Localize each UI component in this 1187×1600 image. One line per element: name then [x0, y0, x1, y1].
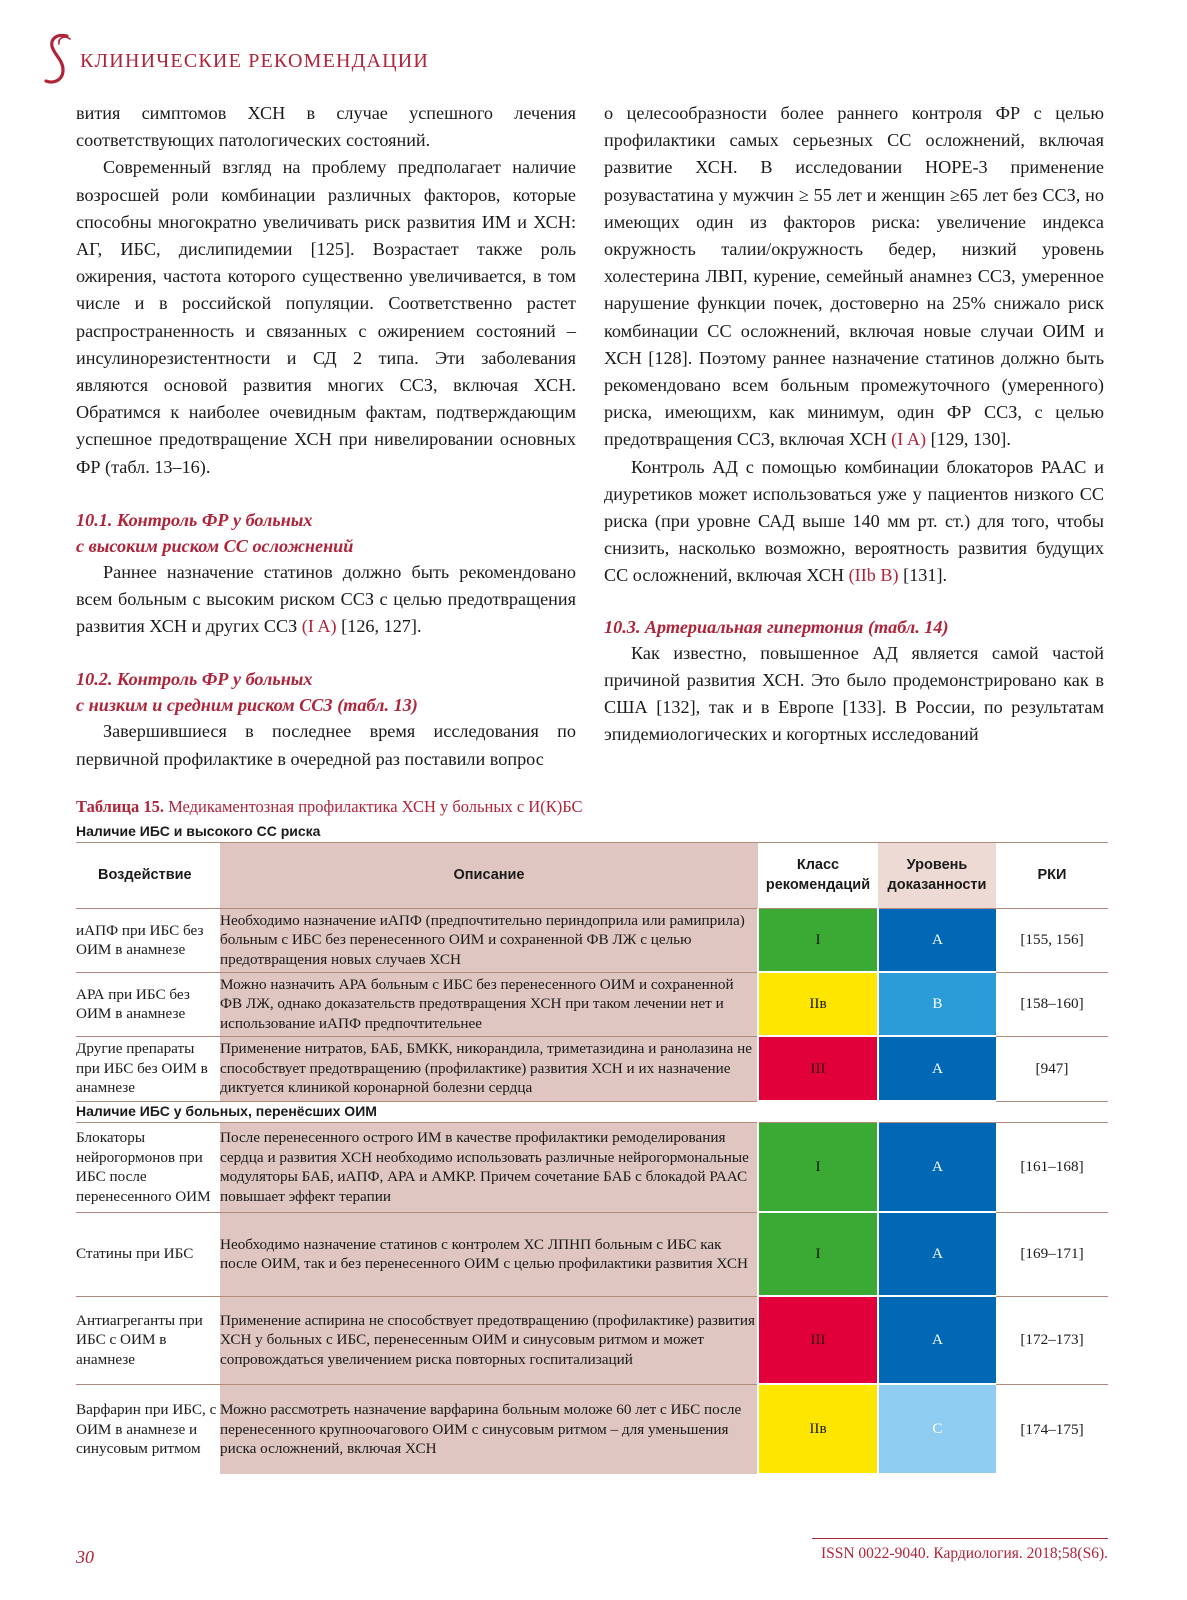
reference-list: [129, 130]. — [926, 429, 1011, 450]
cell-level: A — [878, 1296, 996, 1384]
table-caption — [76, 797, 583, 817]
cell-action: Антиагреганты при ИБС с ОИМ в анамнезе — [76, 1296, 220, 1384]
paragraph-text: Раннее назначение статинов должно быть рекомендовано всем больным с высоким риском ССЗ с целью предотвращения развития ХСН и других ССЗ — [76, 561, 576, 637]
left-column — [76, 100, 576, 773]
column-header-line: рекомендаций — [765, 877, 871, 893]
table-row — [76, 972, 1108, 1036]
column-header-rki: РКИ — [996, 842, 1108, 908]
cell-rki: [172–173] — [996, 1296, 1108, 1384]
cell-level: A — [878, 1036, 996, 1101]
recommendation-class: (I A) — [891, 429, 927, 450]
cell-rki: [174–175] — [1020, 1420, 1084, 1438]
cell-action: Статины при ИБС — [76, 1212, 220, 1296]
table-row — [76, 1296, 1108, 1384]
section-header-title: КЛИНИЧЕСКИЕ РЕКОМЕНДАЦИИ — [80, 50, 430, 72]
column-header-description: Описание — [220, 842, 758, 908]
section-heading-line: с низким и средним риском ССЗ (табл. 13) — [76, 695, 418, 716]
cell-action: Блокаторы нейрогормонов при ИБС после перенесенного ОИМ — [76, 1122, 220, 1212]
right-column — [604, 100, 1104, 748]
paragraph — [604, 100, 1104, 454]
paragraph-text: Контроль АД с помощью комбинации блокаторов РААС и диуретиков может использоваться уже у пациентов низкого СС риска (при уровне САД выше 140 мм рт. ст.) для того, чтобы снизить, насколько возможно, вероятность развития будущих СС осложнений, включая ХСН — [604, 456, 1104, 586]
cell-rki: [947] — [996, 1036, 1108, 1101]
section-heading-line: с высоким риском СС осложнений — [76, 535, 354, 556]
column-header-action: Воздействие — [76, 842, 220, 908]
reference-list: [126, 127]. — [336, 616, 422, 637]
cell-level: A — [878, 1212, 996, 1296]
cell-class: I — [758, 908, 878, 972]
cell-action: иАПФ при ИБС без ОИМ в анамнезе — [76, 908, 220, 972]
section-heading — [76, 507, 576, 559]
paragraph-text: о целесообразности более раннего контроля ФР с целью профилактики самых серьезных СС осложнений, включая развитие ХСН. В исследовании HOPE-3 применение розувастатина у мужчин ≥ 55 лет и женщин ≥65 лет без ССЗ, но имеющих один из факторов риска: увеличение индекса окружность талии/окружность бедер, низкий уровень холестерина ЛВП, курение, семейный анамнез ССЗ, умеренное нарушение функции почек, достоверно на 25% снижало риск комбинации СС осложнений, включая новые случаи ОИМ и ХСН [128]. Поэтому раннее назначение статинов должно быть рекомендовано всем больным промежуточного (умеренного) риска, имеющихм, как минимум, один ФР ССЗ, с целью предотвращения ССЗ, включая ХСН — [604, 103, 1104, 450]
cell-action: Варфарин при ИБС, с ОИМ в анамнезе и синусовым ритмом — [76, 1401, 217, 1457]
cell-description: После перенесенного острого ИМ в качестве профилактики ремоделирования сердца и развития ХСН необходимо использовать различные нейрогормональные модуляторы БАБ, иАПФ, АРА и АМКР. Причем сочетание БАБ с блокадой РААС повышает эффект терапии — [220, 1122, 758, 1212]
cell-description: Можно назначить АРА больным с ИБС без перенесенного ОИМ и сохраненной ФВ ЛЖ, однако доказательств предотвращения ХСН при таком лечении нет и использование иАПФ предпочтительнее — [220, 972, 758, 1036]
recommendations-table — [76, 822, 1108, 1475]
table-row — [76, 1212, 1108, 1296]
table-row — [76, 908, 1108, 972]
paragraph — [76, 559, 576, 641]
column-header-class — [758, 842, 878, 908]
column-header-level — [878, 842, 996, 908]
cell-description: Применение аспирина не способствует предотвращению (профилактике) развития ХСН у больных с ИБС, перенесенным ОИМ и синусовым ритмом и может сопровождаться увеличением риска повторных госпитализаций — [220, 1296, 758, 1384]
section-heading: 10.3. Артериальная гипертония (табл. 14) — [604, 616, 949, 637]
paragraph: Как известно, повышенное АД является самой частой причиной развития ХСН. Это было продемонстрировано как в США [132], так и в Европе [133]. В России, по результатам эпидемиологических и когортных исследований — [604, 642, 1104, 745]
cell-rki: [158–160] — [996, 972, 1108, 1036]
cell-class: I — [758, 1212, 878, 1296]
table-group-row — [76, 1101, 1108, 1122]
cell-action: АРА при ИБС без ОИМ в анамнезе — [76, 972, 220, 1036]
cell-rki: [169–171] — [996, 1212, 1108, 1296]
cell-level: A — [878, 1122, 996, 1212]
cell-action: Другие препараты при ИБС без ОИМ в анамнезе — [76, 1036, 220, 1101]
table-row — [76, 1122, 1108, 1212]
journal-citation: ISSN 0022-9040. Кардиология. 2018;58(S6). — [820, 1545, 1108, 1562]
cell-class: IIв — [758, 972, 878, 1036]
paragraph: Современный взгляд на проблему предполагает наличие возросшей роли комбинации различных факторов, которые способны многократно увеличивать риск развития ИМ и ХСН: АГ, ИБС, дислипидемии [125]. Возрастает также роль ожирения, частота которого существенно увеличивается, в том числе и в российской популяции. Соответственно растет распространенность и связанных с ожирением состояний – инсулинорезистентности и СД 2 типа. Эти заболевания являются основой развития многих ССЗ, включая ХСН. Обратимся к наиболее очевидным фактам, подтверждающим успешное предотвращение ХСН при нивелировании основных ФР (табл. 13–16). — [76, 157, 576, 477]
column-header-line: доказанности — [887, 877, 987, 893]
table-row — [76, 1036, 1108, 1101]
paragraph — [604, 454, 1104, 590]
table-row — [76, 1384, 1108, 1474]
recommendation-class: (IIb B) — [848, 565, 899, 586]
reference-list: [131]. — [898, 565, 948, 586]
footer-rule — [812, 1538, 1108, 1539]
cell-description: Можно рассмотреть назначение варфарина больным моложе 60 лет с ИБС после перенесенного крупноочагового ОИМ с синусовым ритмом – для уменьшения риска осложнений, включая ХСН — [220, 1384, 758, 1474]
table-header-row — [76, 842, 1108, 908]
table-group-row — [76, 822, 1108, 842]
paragraph: Завершившиеся в последнее время исследования по первичной профилактике в очередной раз поставили вопрос — [76, 721, 576, 769]
cell-class: III — [758, 1036, 878, 1101]
section-heading — [76, 666, 576, 718]
recommendation-class: (I A) — [301, 616, 337, 637]
cell-description: Применение нитратов, БАБ, БМКК, никорандила, триметазидина и ранолазина не способствует предотвращению (профилактике) развития ХСН и их назначение диктуется клиникой коронарной болезни сердца — [220, 1036, 758, 1101]
paragraph: вития симптомов ХСН в случае успешного лечения соответствующих патологических состояний. — [76, 103, 576, 151]
table-number: Таблица 15. — [76, 797, 164, 816]
table-group-label: Наличие ИБС и высокого СС риска — [76, 822, 1108, 842]
cell-level: C — [878, 1384, 996, 1474]
journal-logo-icon — [40, 30, 78, 88]
cell-description: Необходимо назначение иАПФ (предпочтительно периндоприла или рамиприла) больным с ИБС без перенесенного ОИМ и сохраненной ФВ ЛЖ с целью предотвращения новых случаев ХСН — [220, 908, 758, 972]
cell-description: Необходимо назначение статинов с контролем ХС ЛПНП больным с ИБС как после ОИМ, так и без перенесенного ОИМ с целью профилактики развития ХСН — [220, 1212, 758, 1296]
cell-level: B — [878, 972, 996, 1036]
table-group-label: Наличие ИБС у больных, перенёсших ОИМ — [76, 1101, 1108, 1122]
cell-level: A — [878, 908, 996, 972]
cell-rki: [161–168] — [996, 1122, 1108, 1212]
section-heading-line: 10.2. Контроль ФР у больных — [76, 669, 313, 690]
page-number: 30 — [76, 1547, 94, 1567]
cell-class: III — [758, 1296, 878, 1384]
column-header-line: Уровень — [906, 857, 968, 873]
column-header-line: Класс — [796, 857, 840, 873]
cell-rki: [155, 156] — [996, 908, 1108, 972]
section-heading-line: 10.1. Контроль ФР у больных — [76, 509, 313, 530]
table-title: Медикаментозная профилактика ХСН у больных с И(К)БС — [163, 797, 583, 816]
cell-class: I — [758, 1122, 878, 1212]
cell-class: IIв — [758, 1384, 878, 1474]
